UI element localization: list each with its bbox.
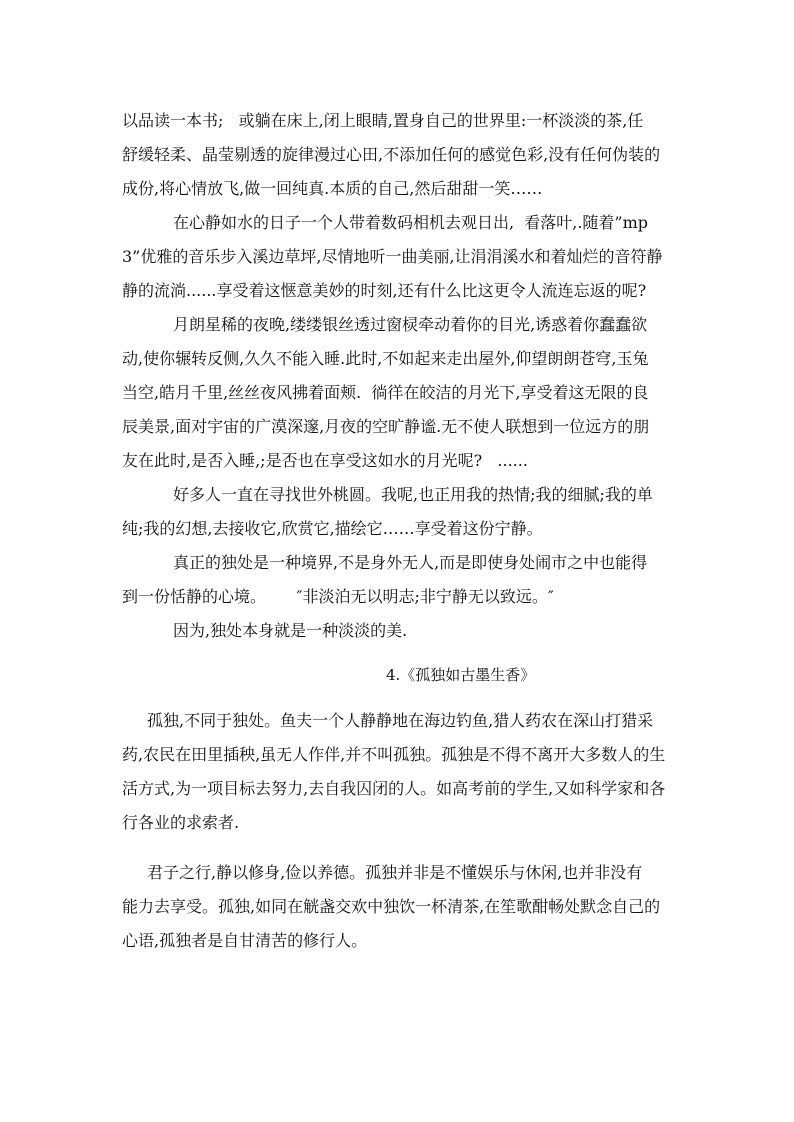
text-line: 3”优雅的音乐步入溪边草坪,尽情地听一曲美丽,让涓涓溪水和着灿烂的音符静 (122, 247, 663, 266)
text-line: 药,农民在田里插秧,虽无人作伴,并不叫孤独。孤独是不得不离开大多数人的生 (122, 745, 666, 764)
text-line: 孤独,不同于独处。鱼夫一个人静静地在海边钓鱼,猎人药农在深山打猎采 (147, 711, 654, 730)
text-line: 以品读一本书; 或躺在床上,闭上眼睛,置身自己的世界里:一杯淡淡的茶,任 (122, 111, 644, 130)
text-line: 当空,皓月千里,丝丝夜风拂着面颊. 徜徉在皎洁的月光下,享受着这无限的良 (122, 383, 649, 402)
text-line: 因为,独处本身就是一种淡淡的美. (173, 621, 408, 640)
text-line: 活方式,为一项目标去努力,去自我囚闭的人。如高考前的学生,又如科学家和各 (122, 779, 666, 798)
text-line: 成份,将心情放飞,做一回纯真.本质的自己,然后甜甜一笑…… (122, 179, 543, 198)
text-line: 到一份恬静的心境。 ″非淡泊无以明志;非宁静无以致远。″ (122, 587, 554, 606)
text-line: 真正的独处是一种境界,不是身外无人,而是即使身处闹市之中也能得 (173, 553, 648, 572)
text-line: 舒缓轻柔、晶莹剔透的旋律漫过心田,不添加任何的感觉色彩,没有任何伪装的 (122, 145, 661, 164)
text-line: 月朗星稀的夜晚,缕缕银丝透过窗棂牵动着你的目光,诱惑着你蠢蠢欲 (173, 315, 648, 334)
text-line: 纯;我的幻想,去接收它,欣赏它,描绘它……享受着这份宁静。 (122, 519, 543, 538)
text-line: 好多人一直在寻找世外桃圆。我呢,也正用我的热情;我的细腻;我的单 (173, 485, 653, 504)
text-line: 友在此时,是否入睡,;是否也在享受这如水的月光呢? ...... (122, 451, 528, 470)
text-line: 君子之行,静以修身,俭以养德。孤独并非是不懂娱乐与休闲,也并非没有 (147, 863, 643, 882)
text-line: 动,使你辗转反侧,久久不能入睡.此时,不如起来走出屋外,仰望朗朗苍穹,玉兔 (122, 349, 649, 368)
text-line: 辰美景,面对宇宙的广漠深邃,月夜的空旷静谧.无不使人联想到一位远方的朋 (122, 417, 650, 436)
text-line: 能力去享受。孤独,如同在觥盏交欢中独饮一杯清茶,在笙歌酣畅处默念自己的 (122, 897, 661, 916)
text-line: 心语,孤独者是自甘清苦的修行人。 (122, 931, 368, 950)
text-line: 静的流淌......享受着这惬意美妙的时刻,还有什么比这更令人流连忘返的呢? (122, 281, 647, 300)
section-heading: 4.《孤独如古墨生香》 (386, 666, 536, 684)
text-line: 行各业的求索者. (122, 813, 240, 832)
text-line: 在心静如水的日子一个人带着数码相机去观日出, 看落叶,.随着”mp (173, 213, 649, 232)
